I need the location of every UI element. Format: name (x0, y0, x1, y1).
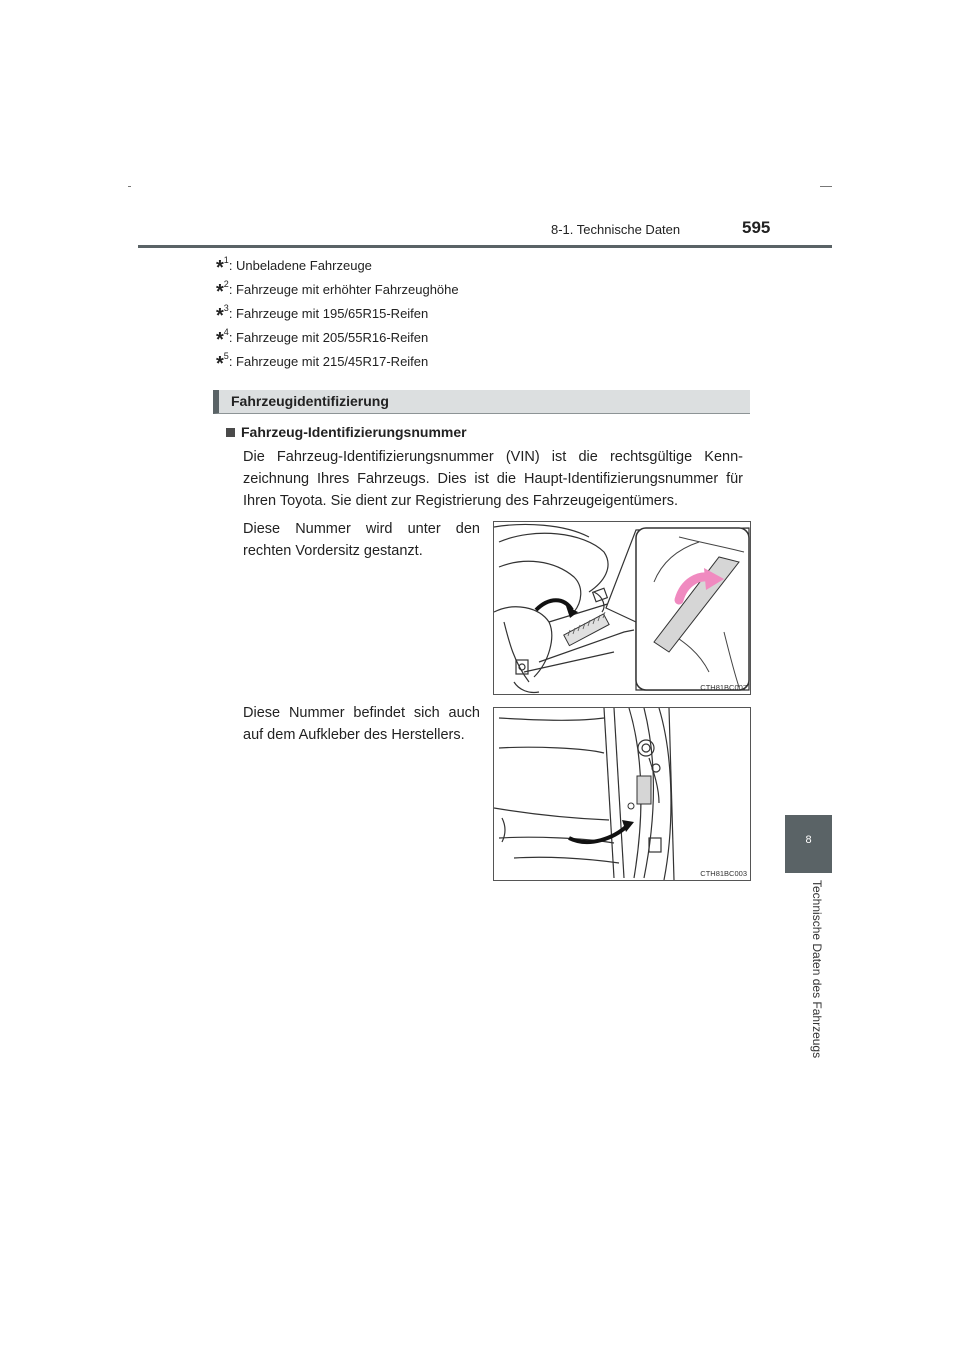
header-rule (138, 245, 832, 248)
footnote-text: : Fahrzeuge mit 205/55R16-Reifen (228, 330, 429, 345)
chapter-tab (785, 815, 832, 873)
footnote-number: 1 (223, 254, 229, 265)
footnote-5 (216, 349, 429, 375)
figure-seat-vin (493, 521, 751, 695)
footnote-star: * (216, 353, 224, 375)
chapter-number: 8 (805, 834, 812, 846)
chapter-title-vertical: Technische Daten des Fahrzeugs (810, 880, 824, 1059)
crop-mark-left (128, 186, 131, 187)
footnote-star: * (216, 281, 224, 303)
location-text-2: Diese Nummer befindet sich auch auf dem Aufkleber des Herstellers. (243, 705, 480, 743)
page-number: 595 (742, 218, 771, 237)
footnote-star: * (216, 305, 224, 327)
crop-mark-right (820, 186, 832, 187)
footnote-text: : Unbeladene Fahrzeuge (228, 258, 372, 273)
footnote-2 (216, 277, 459, 303)
footnote-text: : Fahrzeuge mit erhöhter Fahrzeughöhe (228, 282, 459, 297)
footnote-star: * (216, 257, 224, 279)
subheading (226, 424, 467, 440)
section-title: Fahrzeugidentifizierung (231, 393, 389, 409)
footnote-3 (216, 301, 429, 327)
footnote-star: * (216, 329, 224, 351)
footnote-number: 5 (223, 350, 229, 361)
footnote-number: 3 (223, 302, 229, 313)
subheading-text: Fahrzeug-Identifizierungsnummer (241, 424, 467, 440)
footnote-1 (216, 253, 372, 279)
footnote-number: 4 (223, 326, 229, 337)
footnote-text: : Fahrzeuge mit 195/65R15-Reifen (228, 306, 429, 321)
section-title-bar (213, 390, 750, 414)
footnote-4 (216, 325, 429, 351)
footnote-text: : Fahrzeuge mit 215/45R17-Reifen (228, 354, 429, 369)
location-text-1: Diese Nummer wird unter den rechten Vordersitz gestanzt. (243, 521, 480, 559)
intro-paragraph: Die Fahrzeug-Identifizierungsnummer (VIN) ist die rechtsgültige Kenn-zeichnung Ihres Fahrzeugs. Dies ist die Haupt-Identifizierungsnummer für Ihren Toyota. Sie dient zur Registrierung des Fahrzeugeigentümers. (243, 449, 743, 509)
figure-code: CTH81BC003 (700, 869, 747, 878)
seat-vin-illustration (494, 522, 751, 695)
running-header-section: 8-1. Technische Daten (551, 222, 681, 237)
footnote-number: 2 (223, 278, 229, 289)
label-vin-illustration (494, 708, 751, 881)
square-bullet-icon (226, 428, 235, 437)
figure-code: CTH81BC007 (700, 683, 747, 692)
figure-label-vin (493, 707, 751, 881)
